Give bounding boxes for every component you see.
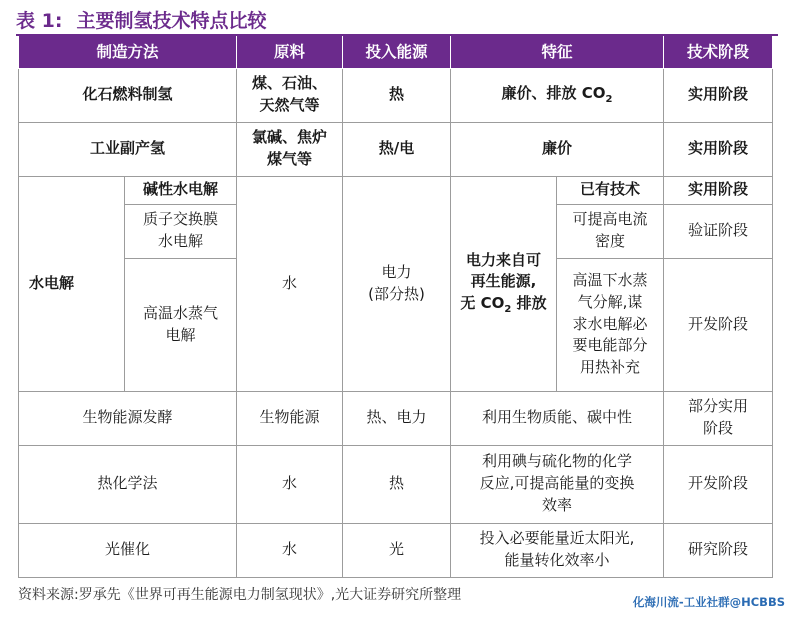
header-stage: 技术阶段: [664, 36, 773, 68]
energy-cell: 热: [343, 445, 451, 523]
method-cell: 工业副产氢: [19, 122, 237, 176]
submethod-cell: 质子交换膜 水电解: [125, 204, 237, 258]
table-title-text: 主要制氢技术特点比较: [76, 10, 267, 32]
stage-cell: 部分实用 阶段: [664, 391, 773, 445]
material-cell: 生物能源: [237, 391, 343, 445]
energy-cell: 光: [343, 523, 451, 577]
feature-cell: 利用碘与硫化物的化学 反应,可提高能量的变换 效率: [451, 445, 664, 523]
energy-cell: 热、电力: [343, 391, 451, 445]
table-row: [19, 445, 773, 523]
header-energy: 投入能源: [343, 36, 451, 68]
feature-cell: 廉价: [451, 122, 664, 176]
feature-cell: 投入必要能量近太阳光, 能量转化效率小: [451, 523, 664, 577]
stage-cell: 研究阶段: [664, 523, 773, 577]
stage-cell: 实用阶段: [664, 176, 773, 204]
header-feature: 特征: [451, 36, 664, 68]
method-cell: 生物能源发酵: [19, 391, 237, 445]
submethod-cell: 碱性水电解: [125, 176, 237, 204]
source-note: 资料来源:罗承先《世界可再生能源电力制氢现状》,光大证券研究所整理: [18, 587, 462, 603]
subfeature-cell: 已有技术: [557, 176, 664, 204]
feature-cell: 廉价、排放 $CO_2$: [451, 68, 664, 122]
method-cell: 光催化: [19, 523, 237, 577]
feature-cell: 电力来自可 再生能源, 无 $CO_2$ 排放: [451, 176, 557, 391]
stage-cell: 验证阶段: [664, 204, 773, 258]
method-cell: 化石燃料制氢: [19, 68, 237, 122]
stage-cell: 实用阶段: [664, 122, 773, 176]
table-row: [19, 122, 773, 176]
submethod-cell: 高温水蒸气 电解: [125, 258, 237, 391]
table-title: [16, 6, 266, 33]
material-cell: 氯碱、焦炉 煤气等: [237, 122, 343, 176]
table-row: [19, 176, 773, 204]
method-cell: 水电解: [19, 176, 125, 391]
header-row: [19, 36, 773, 68]
hydrogen-comparison-table: [18, 36, 773, 578]
material-cell: 水: [237, 523, 343, 577]
watermark: 化海川流-工业社群@HCBBS: [632, 595, 785, 609]
material-cell: 煤、石油、 天然气等: [237, 68, 343, 122]
table-row: [19, 68, 773, 122]
stage-cell: 实用阶段: [664, 68, 773, 122]
table-number: 表 1:: [16, 10, 63, 32]
table-row: [19, 391, 773, 445]
subfeature-cell: 可提高电流 密度: [557, 204, 664, 258]
material-cell: 水: [237, 445, 343, 523]
subfeature-cell: 高温下水蒸 气分解,谋 求水电解必 要电能部分 用热补充: [557, 258, 664, 391]
method-cell: 热化学法: [19, 445, 237, 523]
material-cell: 水: [237, 176, 343, 391]
energy-cell: 热: [343, 68, 451, 122]
header-material: 原料: [237, 36, 343, 68]
feature-cell: 利用生物质能、碳中性: [451, 391, 664, 445]
table-row: [19, 523, 773, 577]
energy-cell: 热/电: [343, 122, 451, 176]
header-method: 制造方法: [19, 36, 237, 68]
stage-cell: 开发阶段: [664, 445, 773, 523]
energy-cell: 电力 (部分热): [343, 176, 451, 391]
stage-cell: 开发阶段: [664, 258, 773, 391]
